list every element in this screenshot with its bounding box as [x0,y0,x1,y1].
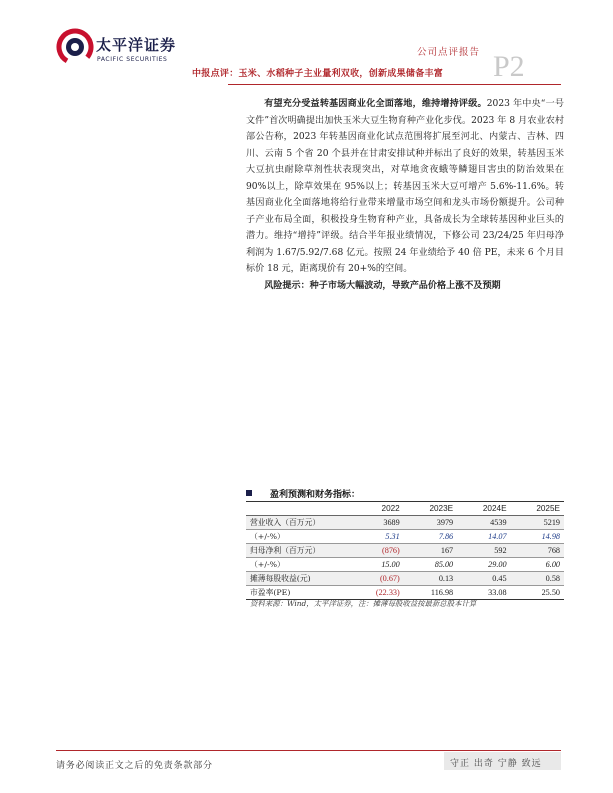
table-cell: 7.86 [404,530,457,544]
table-header [246,487,564,501]
report-title: 中报点评：玉米、水稻种子主业量利双收，创新成果储备丰富 [192,69,444,79]
row-label: （+/-%） [246,558,350,572]
table-header-row [246,502,564,516]
table-cell: 6.00 [511,558,564,572]
table-cell: 14.07 [457,530,510,544]
table-cell: 15.00 [350,558,404,572]
footer-divider [56,750,561,751]
column-header: 2022 [350,502,404,516]
financial-forecast-table [246,501,564,600]
table-row [246,516,564,530]
table-cell: (876) [350,544,404,558]
table-cell: 5219 [511,516,564,530]
footer-disclaimer: 请务必阅读正文之后的免责条款部分 [56,761,213,771]
table-cell: 3979 [404,516,457,530]
table-cell: 5.31 [350,530,404,544]
table-cell: 0.58 [511,572,564,586]
row-label: 营业收入（百万元） [246,516,350,530]
page-number: P2 [493,50,525,83]
column-header: 2025E [511,502,564,516]
table-cell: (0.67) [350,572,404,586]
table-cell: 4539 [457,516,510,530]
square-bullet-icon [246,490,252,496]
table-cell: 14.98 [511,530,564,544]
column-header [246,502,350,516]
header-divider [228,84,561,85]
table-cell: 29.00 [457,558,510,572]
table-cell: 0.45 [457,572,510,586]
table-row [246,572,564,586]
report-type-label: 公司点评报告 [417,47,481,58]
row-label: 归母净利（百万元） [246,544,350,558]
table-cell: 25.50 [511,586,564,600]
table-cell: (22.33) [350,586,404,600]
paragraph-lead: 有望充分受益转基因商业化全面落地，维持增持评级。 [264,98,487,109]
logo-company-name: 太平洋证券 [96,36,177,54]
rating-paragraph [246,96,564,278]
table-cell: 167 [404,544,457,558]
table-cell: 85.00 [404,558,457,572]
footer-slogan: 守正 出奇 宁静 致远 [450,759,542,769]
paragraph-text: 2023 年中央“一号文件”首次明确提出加快玉米大豆生物育种产业化步伐。2023 年 8 月农业农村部公告称，2023 年转基因商业化试点范围将扩展至河北、内蒙古、吉林、四川、云南 5 个省 20 个县并在甘肃安排试种并标出了良好的效果，转基因玉米大豆抗虫耐除草剂性状表现突出，对草地贪夜蛾等鳞翅目害虫的防治效果在 90%以上，除草效果在 95%以上；转基因玉米大豆可增产 5.6%-11.6%。转基因商业化全面落地将给行业带来增量市场空间和龙头市场份额提升。公司种子产业布局全面，积极投身生物育种产业，具备成长为全球转基因种业巨头的潜力。维持“增持”评级。结合半年报业绩情况，下修公司 23/24/25 年归母净利润为 1.67/5.92/7.68 亿元。按照 24 年业绩给予 40 倍 PE，未来 6 个月目标价 18 元，距离现价有 20+%的空间。 [246,99,564,274]
table-cell: 768 [511,544,564,558]
company-logo-icon [56,28,94,66]
table-cell: 592 [457,544,510,558]
table-cell: 33.08 [457,586,510,600]
risk-warning: 风险提示：种子市场大幅波动，导致产品价格上涨不及预期 [264,279,501,291]
table-title: 盈利预测和财务指标： [270,490,361,500]
row-label: 市盈率(PE) [246,586,350,600]
column-header: 2024E [457,502,510,516]
column-header: 2023E [404,502,457,516]
table-row [246,544,564,558]
table-source-note: 资料来源：Wind，太平洋证券，注：摊薄每股收益按最新总股本计算 [250,599,477,608]
table-row [246,530,564,544]
table-cell: 0.13 [404,572,457,586]
report-body [246,96,564,294]
table-row [246,558,564,572]
logo-company-name-en: PACIFIC SECURITIES [97,56,168,63]
table-cell: 3689 [350,516,404,530]
table-cell: 116.98 [404,586,457,600]
row-label: （+/-%） [246,530,350,544]
row-label: 摊薄每股收益(元) [246,572,350,586]
